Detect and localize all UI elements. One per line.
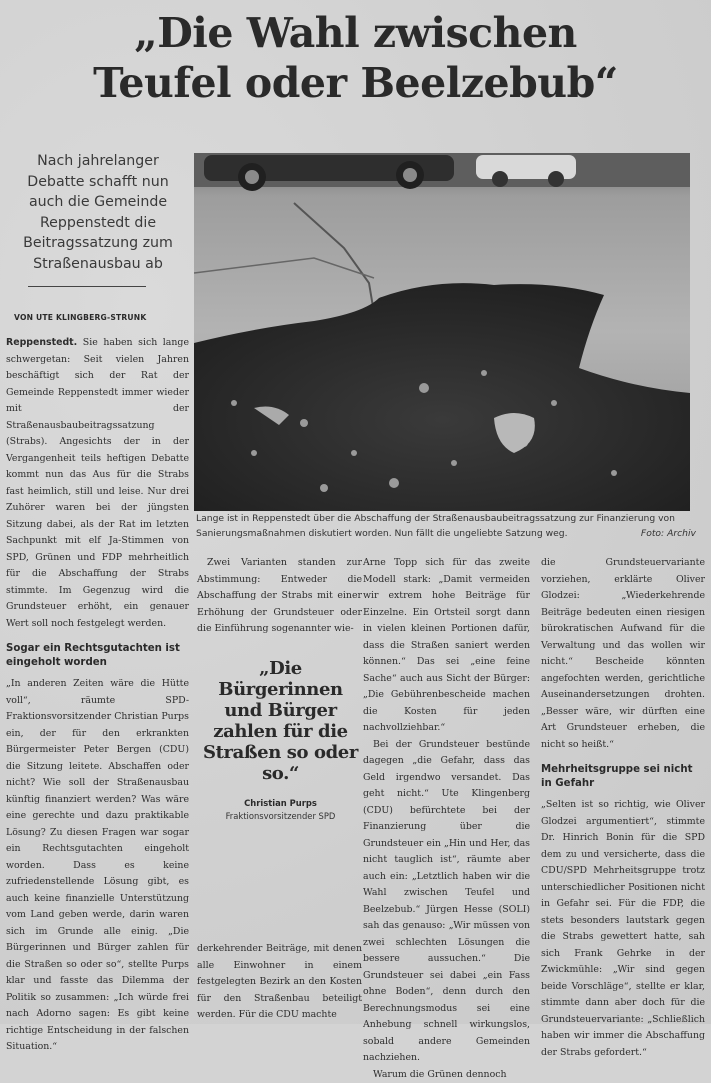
article-column-2-bottom [197,941,362,1024]
headline-line-1: „Die Wahl zwischen [0,8,711,58]
paragraph: Arne Topp sich für das zweite Modell stark: „Damit vermeiden wir extrem hohe Beiträge für Einzelne. Ein Ortsteil sorgt dann in vielen kleinen Portionen dafür, dass die Straßen saniert werden können.“ Das sei „eine feine Sache“ auch aus Sicht der Bürger: „Die Gebührenbescheide machen die Kosten für jeden nachvollziehbar.“ [363,555,530,737]
pull-quote [198,658,363,821]
caption-text: Lange ist in Reppenstedt über die Abschaffung der Straßenausbaubeitragssatzung zur Finanzierung von Sanierungsmaßnahmen diskutiert worden. Nun fällt die ungeliebte Satzung weg. [196,513,675,539]
pull-quote-text: „Die Bürgerinnen und Bürger zahlen für die Straßen so oder so.“ [198,658,363,784]
paragraph: Reppenstedt. Sie haben sich lange schwergetan: Seit vielen Jahren beschäftigt sich der Rat der Gemeinde Reppenstedt immer wieder mit der Straßenausbaubeitragssatzung (Strabs). Angesichts der in der Vergangenheit teils heftigen Debatte kommt nun das Aus für die Strabs fast heimlich, still und leise. Nur drei Zuhörer waren bei der jüngsten Sitzung dabei, als der Rat im letzten Sachpunkt mit elf Ja-Stimmen von SPD, Grünen und FDP mehrheitlich für die Abschaffung der Strabs stimmte. Im Gegenzug wird die Grundsteuer erhöht, ein genauer Wert soll noch festgelegt werden. [6,335,189,632]
headline [0,8,711,108]
article-column-3 [363,555,530,1083]
photo-caption [196,512,696,541]
article-column-4 [541,555,705,1061]
teaser-divider [28,286,146,287]
headline-line-2: Teufel oder Beelzebub“ [0,58,711,108]
subheading: Sogar ein Rechtsgutachten ist eingeholt worden [6,642,189,670]
paragraph: Bei der Grundsteuer bestünde dagegen „die Gefahr, dass das Geld irgendwo versandet. Das geht nicht.“ Ute Klingenberg (CDU) befürchtete bei der Finanzierung über die Grundsteuer ein „Hin und Her, das nicht tauglich ist“, räumte aber auch ein: „Letztlich haben wir die Wahl zwischen Teufel und Beelzebub.“ Jürgen Hesse (SOLI) sah das genauso: „Wir müssen von zwei schlechten Lösungen die bessere aussuchen.“ Die Grundsteuer sei dabei „ein Fass ohne Boden“, denn durch den Berechnungsmodus sei eine Anhebung schnell wirkungslos, sobald andere Gemeinden nachziehen. [363,737,530,1067]
paragraph: „In anderen Zeiten wäre die Hütte voll“, räumte SPD-Fraktionsvorsitzender Christian Purps ein, der für den erkrankten Bürgermeister Peter Bergen (CDU) die Sitzung leitete. Abschaffen oder nicht? Wie soll der Straßenausbau künftig finanziert werden? Was wäre eine gerechte und dazu praktikable Lösung? Zu diesen Fragen war sogar ein Rechtsgutachten eingeholt worden. Dass es keine zufriedenstellende Lösung gibt, es auch keine finanzielle Unterstützung vom Land geben werde, darin waren sich im Grunde alle einig. „Die Bürgerinnen und Bürger zahlen für die Straßen so oder so“, stellte Purps klar und fasste das Dilemma der Politik so zusammen: „Ich würde frei nach Adorno sagen: Es gibt keine richtige Entscheidung in der falschen Situation.“ [6,676,189,1056]
pull-quote-author: Christian Purps [198,798,363,808]
photo-credit: Foto: Archiv [641,527,696,542]
pull-quote-role: Fraktionsvorsitzender SPD [198,811,363,821]
article-photo [194,153,690,511]
paragraph: Warum die Grünen dennoch [363,1067,530,1083]
teaser: Nach jahrelanger Debatte schafft nun auch die Gemeinde Reppenstedt die Beitragssatzung zum Straßenausbau ab [8,151,188,275]
paragraph: die Grundsteuervariante vorziehen, erklärte Oliver Glodzei: „Wiederkehrende Beiträge bedeuten einen riesigen bürokratischen Aufwand für die Verwaltung und das wollen wir nicht.“ Bescheide könnten angefochten werden, gerichtliche Auseinandersetzungen drohten. „Besser wäre, wir dürften eine Art Grundsteuer erheben, die nicht so heißt.“ [541,555,705,753]
subheading: Mehrheitsgruppe sei nicht in Gefahr [541,763,705,791]
dateline: Reppenstedt. [6,337,77,348]
article-column-1 [6,335,189,1056]
paragraph: Zwei Varianten standen zur Abstimmung: Entweder die Abschaffung der Strabs mit einer Erhöhung der Grundsteuer oder die Einführung sogenannter wie- [197,555,362,638]
article-column-2-top [197,555,362,638]
pothole-photo-icon [194,153,690,511]
paragraph: „Selten ist so richtig, wie Oliver Glodzei argumentiert“, stimmte Dr. Hinrich Bonin für die SPD dem zu und versicherte, dass die CDU/SPD Mehrheitsgruppe trotz unterschiedlicher Positionen nicht in Gefahr sei. Für die FDP, die stets besonders lautstark gegen die Strabs gewettert hatte, sah sich Frank Gehrke in der Zwickmühle: „Wir sind gegen beide Vorschläge“, stellte er klar, stimmte dann aber doch für die Grundsteuervariante: „Schließlich haben wir immer die Abschaffung der Strabs gefordert.“ [541,797,705,1061]
paragraph: derkehrender Beiträge, mit denen alle Einwohner in einem festgelegten Bezirk an den Kosten für den Straßenbau beteiligt werden. Für die CDU machte [197,941,362,1024]
byline: VON UTE KLINGBERG-STRUNK [14,313,146,322]
